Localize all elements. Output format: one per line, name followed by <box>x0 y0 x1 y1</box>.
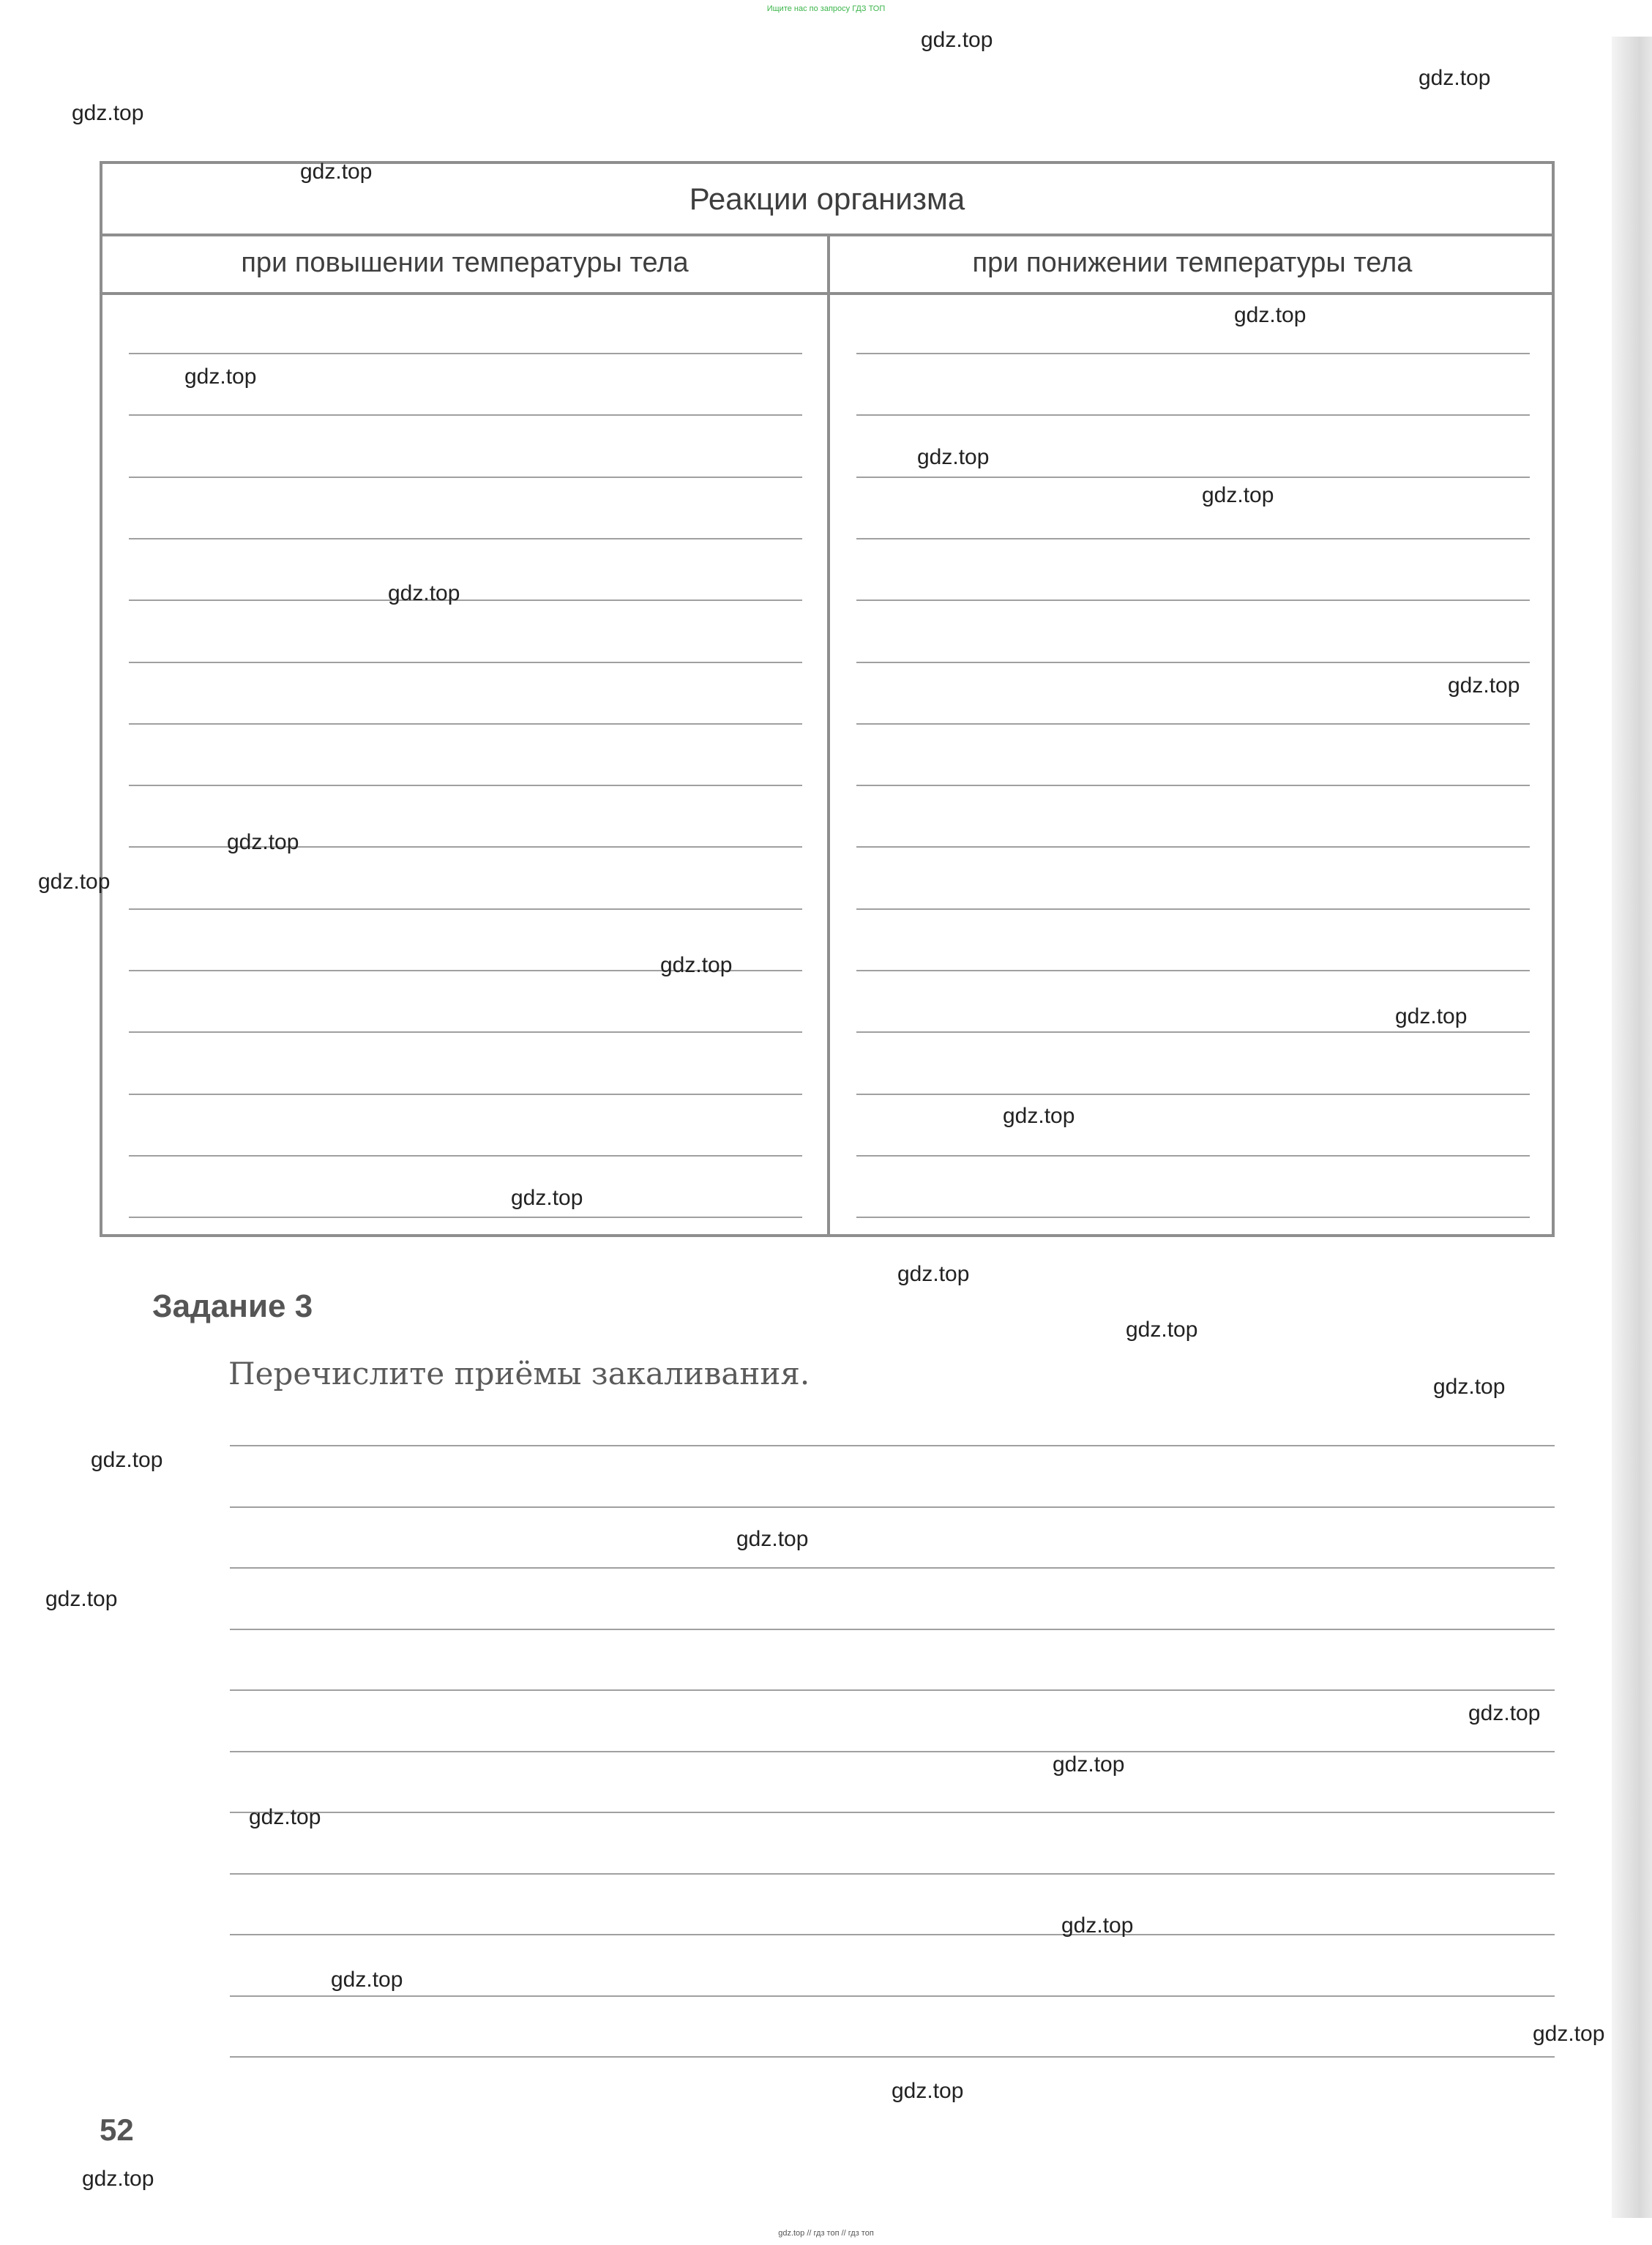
answer-line-left[interactable] <box>129 908 802 910</box>
watermark: gdz.top <box>91 1448 163 1472</box>
watermark: gdz.top <box>892 2079 964 2103</box>
watermark: gdz.top <box>388 581 460 605</box>
watermark: gdz.top <box>38 870 111 894</box>
watermark: gdz.top <box>1533 2022 1605 2046</box>
watermark: gdz.top <box>249 1805 321 1829</box>
task-3-answer-line[interactable] <box>230 1873 1555 1875</box>
answer-line-left[interactable] <box>129 414 802 416</box>
answer-line-right[interactable] <box>856 970 1530 971</box>
answer-line-right[interactable] <box>856 723 1530 725</box>
answer-line-left[interactable] <box>129 723 802 725</box>
task-3-title: Задание 3 <box>152 1288 313 1324</box>
reactions-table <box>100 161 1555 1237</box>
watermark: gdz.top <box>1053 1752 1125 1777</box>
watermark: gdz.top <box>917 445 990 469</box>
watermark: gdz.top <box>921 28 993 52</box>
watermark: gdz.top <box>45 1587 118 1611</box>
column-divider <box>827 234 830 1234</box>
watermark: gdz.top <box>511 1186 583 1210</box>
task-3-answer-line[interactable] <box>230 1751 1555 1752</box>
answer-line-right[interactable] <box>856 1094 1530 1095</box>
watermark: gdz.top <box>1433 1375 1506 1399</box>
task-3-answer-line[interactable] <box>230 1445 1555 1446</box>
table-title: Реакции организма <box>102 164 1552 236</box>
watermark: gdz.top <box>227 830 299 854</box>
watermark: gdz.top <box>72 101 144 125</box>
watermark: gdz.top <box>1448 673 1520 698</box>
watermark: gdz.top <box>736 1527 809 1551</box>
answer-line-left[interactable] <box>129 662 802 663</box>
answer-line-right[interactable] <box>856 414 1530 416</box>
watermark: gdz.top <box>331 1968 403 1992</box>
watermark: gdz.top <box>1419 66 1491 90</box>
task-3-answer-line[interactable] <box>230 1995 1555 1997</box>
watermark: gdz.top <box>897 1262 970 1286</box>
answer-line-left[interactable] <box>129 1094 802 1095</box>
answer-line-right[interactable] <box>856 538 1530 539</box>
answer-line-left[interactable] <box>129 1031 802 1033</box>
task-3-answer-line[interactable] <box>230 1812 1555 1813</box>
answer-line-right[interactable] <box>856 1031 1530 1033</box>
answer-line-left[interactable] <box>129 538 802 539</box>
watermark: gdz.top <box>1202 483 1274 507</box>
page-number: 52 <box>100 2113 134 2147</box>
answer-line-right[interactable] <box>856 599 1530 601</box>
task-3-answer-line[interactable] <box>230 1506 1555 1508</box>
answer-line-right[interactable] <box>856 662 1530 663</box>
answer-line-right[interactable] <box>856 785 1530 786</box>
answer-line-left[interactable] <box>129 353 802 354</box>
answer-line-left[interactable] <box>129 599 802 601</box>
task-3-answer-line[interactable] <box>230 1567 1555 1569</box>
watermark: gdz.top <box>184 365 257 389</box>
answer-line-left[interactable] <box>129 1217 802 1218</box>
top-banner[interactable]: Ищите нас по запросу ГДЗ ТОП <box>766 4 886 13</box>
task-3-answer-line[interactable] <box>230 1934 1555 1935</box>
watermark: gdz.top <box>1003 1104 1075 1128</box>
watermark: gdz.top <box>660 953 733 977</box>
watermark: gdz.top <box>1061 1913 1134 1938</box>
answer-line-right[interactable] <box>856 846 1530 848</box>
watermark: gdz.top <box>82 2167 154 2191</box>
watermark: gdz.top <box>1395 1004 1468 1028</box>
answer-line-right[interactable] <box>856 908 1530 910</box>
answer-line-right[interactable] <box>856 353 1530 354</box>
column-header-cold: при понижении температуры тела <box>972 247 1413 278</box>
watermark: gdz.top <box>1468 1701 1541 1725</box>
task-3-answer-line[interactable] <box>230 1689 1555 1691</box>
task-3-answer-line[interactable] <box>230 2056 1555 2058</box>
answer-line-right[interactable] <box>856 477 1530 478</box>
answer-line-left[interactable] <box>129 1155 802 1157</box>
page-edge-shadow <box>1612 37 1652 2218</box>
answer-line-left[interactable] <box>129 477 802 478</box>
answer-line-left[interactable] <box>129 785 802 786</box>
task-3-answer-line[interactable] <box>230 1629 1555 1630</box>
watermark: gdz.top <box>300 160 373 184</box>
answer-line-right[interactable] <box>856 1155 1530 1157</box>
task-3-question: Перечислите приёмы закаливания. <box>228 1356 810 1392</box>
column-header-heat: при повышении температуры тела <box>241 247 689 278</box>
watermark: gdz.top <box>1126 1318 1198 1342</box>
bottom-banner[interactable]: gdz.top // гдз топ // гдз топ <box>778 2229 874 2238</box>
watermark: gdz.top <box>1234 303 1307 327</box>
answer-line-right[interactable] <box>856 1217 1530 1218</box>
